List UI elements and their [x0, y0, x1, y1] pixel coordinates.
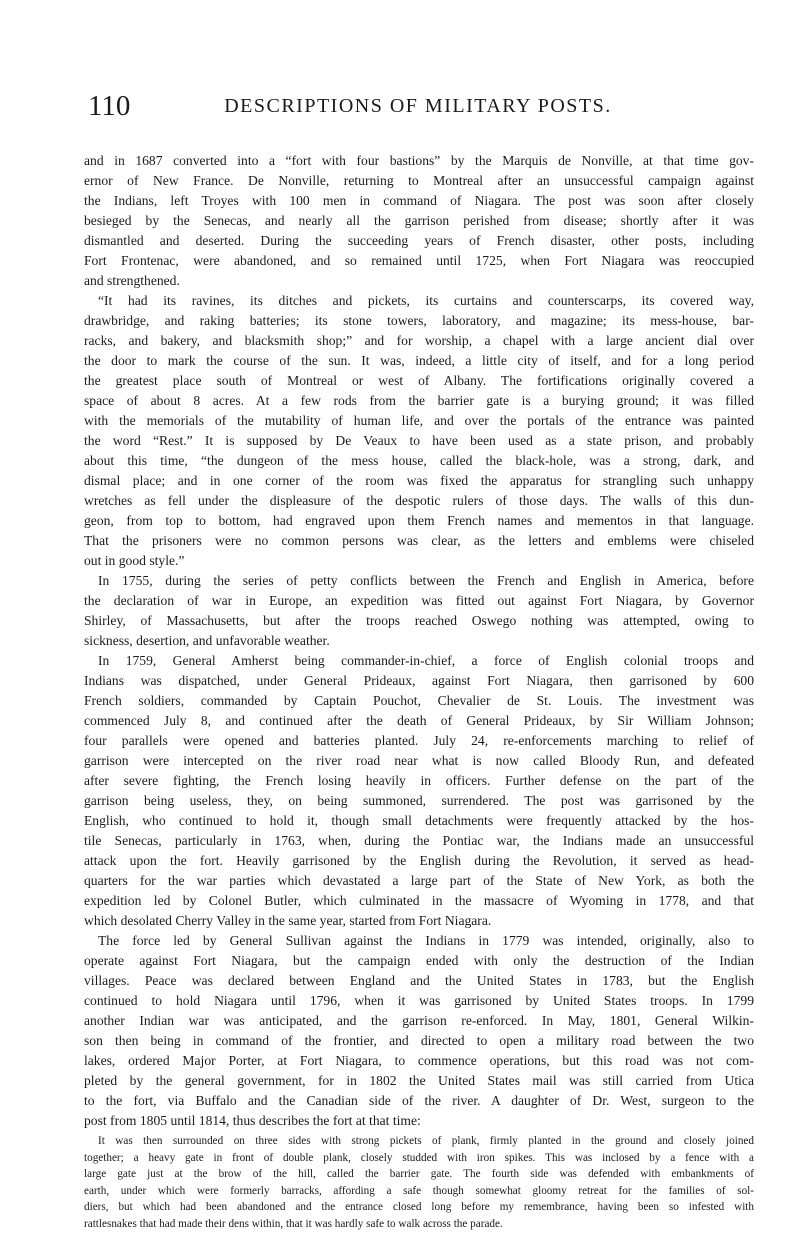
text-line: tile Senecas, particularly in 1763, when, during the Pontiac war, the Indians made an unsuccessful	[84, 833, 754, 848]
text-line: geon, from top to bottom, had engraved upon them French names and mementos in that language.	[84, 513, 754, 528]
text-line: and in 1687 converted into a “fort with four bastions” by the Marquis de Nonville, at that time gov-	[84, 153, 754, 168]
text-line: The force led by General Sullivan against the Indians in 1779 was intended, originally, also to	[98, 933, 754, 948]
text-line: the door to mark the course of the sun. It was, indeed, a little city of itself, and for a long period	[84, 353, 754, 368]
quote-line: rattlesnakes that had made their dens within, that it was hardly safe to walk across the parade.	[84, 1217, 503, 1230]
text-line: the greatest place south of Montreal or west of Albany. The fortifications originally covered a	[84, 373, 754, 388]
text-line: villages. Peace was declared between England and the United States in 1783, but the English	[84, 973, 754, 988]
text-line: son then being in command of the frontier, and directed to open a military road between the two	[84, 1033, 754, 1048]
text-line: dismal place; and in one corner of the room was fixed the apparatus for strangling such unhappy	[84, 473, 754, 488]
text-line: In 1755, during the series of petty conflicts between the French and English in America, before	[98, 573, 754, 588]
text-line: and strengthened.	[84, 273, 180, 288]
text-line: “It had its ravines, its ditches and pickets, its curtains and counterscarps, its covered way,	[98, 293, 754, 308]
text-line: expedition led by Colonel Butler, which culminated in the massacre of Wyoming in 1778, and that	[84, 893, 754, 908]
body-text	[84, 151, 754, 1233]
text-line: That the prisoners were no common persons was clear, as the letters and emblems were chiseled	[84, 533, 754, 548]
text-line: Indians was dispatched, under General Prideaux, against Fort Niagara, then garrisoned by 600	[84, 673, 754, 688]
text-line: English, who continued to hold it, though small detachments were frequently attacked by the hos-	[84, 813, 754, 828]
text-line: with the memorials of the mutability of human life, and over the portals of the entrance was painted	[84, 413, 754, 428]
text-line: continued to hold Niagara until 1796, when it was garrisoned by United States troops. In 1799	[84, 993, 754, 1008]
text-line: dismantled and deserted. During the succeeding years of French disaster, other posts, including	[84, 233, 754, 248]
quote-line: together; a heavy gate in front of double plank, closely studded with iron spikes. This was inclosed by a fence with a	[84, 1151, 754, 1164]
text-line: drawbridge, and raking batteries; its stone towers, laboratory, and magazine; its mess-house, bar-	[84, 313, 754, 328]
quote-line: earth, under which were formerly barracks, affording a safe though somewhat gloomy retreat for the families of sol-	[84, 1184, 754, 1197]
text-line: Fort Frontenac, were abandoned, and so remained until 1725, when Fort Niagara was reoccupied	[84, 253, 754, 268]
main-text-block	[84, 151, 754, 1131]
text-line: pleted by the general government, for in 1802 the United States mail was still carried from Utica	[84, 1073, 754, 1088]
text-line: another Indian war was anticipated, and the garrison re-enforced. In May, 1801, General Wilkin-	[84, 1013, 754, 1028]
text-line: racks, and bakery, and blacksmith shop;” and for worship, a chapel with a large ancient dial over	[84, 333, 754, 348]
text-line: Shirley, of Massachusetts, but after the troops reached Oswego nothing was attempted, owing to	[84, 613, 754, 628]
page-number: 110	[88, 90, 131, 122]
text-line: the Indians, left Troyes with 100 men in command of Niagara. The post was soon after closely	[84, 193, 754, 208]
text-line: garrison were intercepted on the river road near what is now called Bloody Run, and defeated	[84, 753, 754, 768]
text-line: out in good style.”	[84, 553, 185, 568]
text-line: space of about 8 acres. At a few rods from the barrier gate is a burying ground; it was filled	[84, 393, 754, 408]
text-line: four parallels were opened and batteries planted. July 24, re-enforcements marching to relief of	[84, 733, 754, 748]
text-line: French soldiers, commanded by Captain Pouchot, Chevalier de St. Louis. The investment was	[84, 693, 754, 708]
text-line: besieged by the Senecas, and nearly all the garrison perished from disease; shortly after it was	[84, 213, 754, 228]
text-line: post from 1805 until 1814, thus describes the fort at that time:	[84, 1113, 421, 1128]
quote-line: large gate just at the brow of the hill, called the barrier gate. The fourth side was defended with embankments of	[84, 1168, 754, 1181]
text-line: after severe fighting, the French losing heavily in officers. Further defense on the part of the	[84, 773, 754, 788]
text-line: sickness, desertion, and unfavorable weather.	[84, 633, 330, 648]
text-line: garrison being useless, they, on being summoned, surrendered. The post was garrisoned by the	[84, 793, 754, 808]
text-line: the declaration of war in Europe, an expedition was fitted out against Fort Niagara, by Governor	[84, 593, 754, 608]
text-line: operate against Fort Niagara, but the campaign ended with only the destruction of the Indian	[84, 953, 754, 968]
text-line: to the fort, via Buffalo and the Canadian side of the river. A daughter of Dr. West, surgeon to the	[84, 1093, 754, 1108]
text-line: wretches as fell under the displeasure of the despotic rulers of those days. The walls of this dun-	[84, 493, 754, 508]
running-head: DESCRIPTIONS OF MILITARY POSTS.	[224, 95, 612, 117]
text-line: commenced July 8, and continued after the death of General Prideaux, by Sir William Johnson;	[84, 713, 754, 728]
text-line: In 1759, General Amherst being commander-in-chief, a force of English colonial troops and	[98, 653, 754, 668]
text-line: quarters for the war parties which devastated a large part of the State of New York, as both the	[84, 873, 754, 888]
page-header	[88, 88, 748, 124]
quote-line: diers, but which had been abandoned and the entrance closed long before my remembrance, having been so infested with	[84, 1201, 754, 1214]
quote-line: It was then surrounded on three sides with strong pickets of plank, firmly planted in the ground and closely joined	[98, 1135, 754, 1147]
block-quote	[84, 1133, 754, 1233]
text-line: attack upon the fort. Heavily garrisoned by the English during the Revolution, it served as head-	[84, 853, 754, 868]
text-line: which desolated Cherry Valley in the same year, started from Fort Niagara.	[84, 913, 492, 928]
text-line: ernor of New France. De Nonville, returning to Montreal after an unsuccessful campaign against	[84, 173, 754, 188]
text-line: lakes, ordered Major Porter, at Fort Niagara, to commence operations, but this road was not com-	[84, 1053, 754, 1068]
text-line: the word “Rest.” It is supposed by De Veaux to have been used as a state prison, and probably	[84, 433, 754, 448]
text-line: about this time, “the dungeon of the mess house, called the black-hole, was a strong, dark, and	[84, 453, 754, 468]
